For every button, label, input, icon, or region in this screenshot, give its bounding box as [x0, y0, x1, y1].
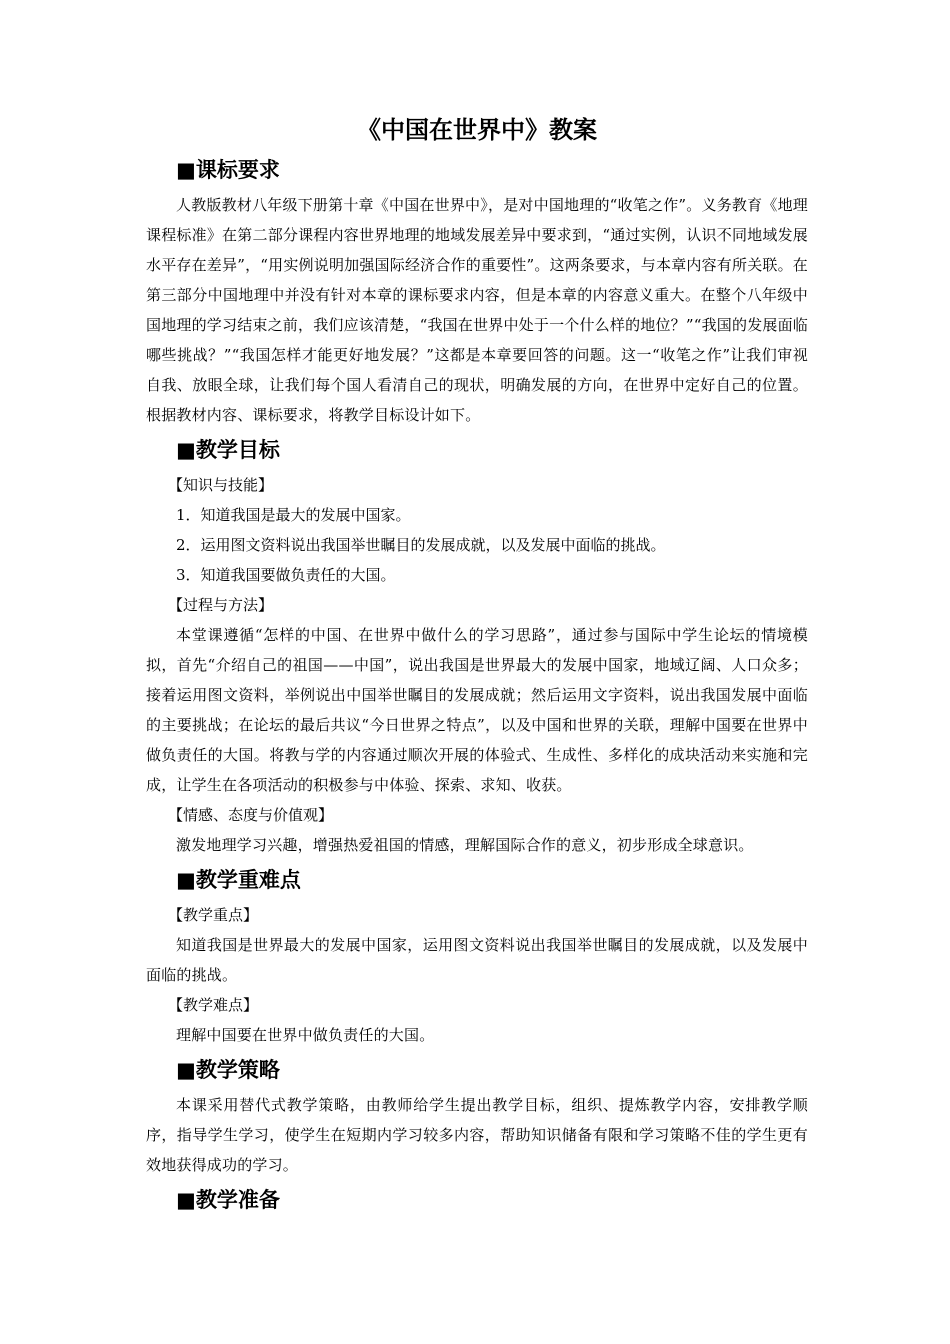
document-page: [146, 112, 808, 1220]
section-heading-curriculum: ■课标要求: [176, 158, 280, 182]
document-title: 《中国在世界中》教案: [357, 115, 597, 144]
teaching-difficulty-paragraph: 理解中国要在世界中做负责任的大国。: [176, 1026, 435, 1044]
knowledge-item-1: 1．知道我国是最大的发展中国家。: [176, 506, 411, 524]
teaching-focus-paragraph: 知道我国是世界最大的发展中国家，运用图文资料说出我国举世瞩目的发展成就，以及发展中面临的挑战。: [146, 936, 808, 984]
knowledge-skills-label: 【知识与技能】: [168, 476, 274, 494]
curriculum-paragraph: 人教版教材八年级下册第十章《中国在世界中》，是对中国地理的“收笔之作”。义务教育《地理课程标准》在第二部分课程内容世界地理的地域发展差异中要求到，“通过实例，认识不同地域发展水平存在差异”，“用实例说明加强国际经济合作的重要性”。这两条要求，与本章内容有所关联。在第三部分中国地理中并没有针对本章的课标要求内容，但是本章的内容意义重大。在整个八年级中国地理的学习结束之前，我们应该清楚，“我国在世界中处于一个什么样的地位？”“我国的发展面临哪些挑战？”“我国怎样才能更好地发展？”这都是本章要回答的问题。这一“收笔之作”让我们审视自我、放眼全球，让我们每个国人看清自己的现状，明确发展的方向，在世界中定好自己的位置。根据教材内容、课标要求，将教学目标设计如下。: [146, 196, 809, 424]
knowledge-item-3: 3．知道我国要做负责任的大国。: [176, 566, 396, 584]
section-heading-key-points: ■教学重难点: [176, 868, 301, 892]
teaching-difficulty-label: 【教学难点】: [168, 996, 259, 1014]
emotion-values-label: 【情感、态度与价值观】: [168, 806, 334, 824]
emotion-values-paragraph: 激发地理学习兴趣，增强热爱祖国的情感，理解国际合作的意义，初步形成全球意识。: [176, 836, 754, 854]
process-method-label: 【过程与方法】: [168, 596, 274, 614]
section-heading-objectives: ■教学目标: [176, 438, 280, 462]
section-heading-preparation: ■教学准备: [176, 1188, 280, 1212]
section-heading-strategy: ■教学策略: [176, 1058, 280, 1082]
strategy-paragraph: 本课采用替代式教学策略，由教师给学生提出教学目标，组织、提炼教学内容，安排教学顺序，指导学生学习，使学生在短期内学习较多内容，帮助知识储备有限和学习策略不佳的学生更有效地获得成功的学习。: [146, 1096, 808, 1174]
knowledge-item-2: 2．运用图文资料说出我国举世瞩目的发展成就，以及发展中面临的挑战。: [176, 536, 666, 554]
teaching-focus-label: 【教学重点】: [168, 906, 259, 924]
process-method-paragraph: 本堂课遵循“怎样的中国、在世界中做什么的学习思路”，通过参与国际中学生论坛的情境模拟，首先“介绍自己的祖国——中国”，说出我国是世界最大的发展中国家，地域辽阔、人口众多；接着运用图文资料，举例说出中国举世瞩目的发展成就；然后运用文字资料，说出我国发展中面临的主要挑战；在论坛的最后共议“今日世界之特点”，以及中国和世界的关联，理解中国要在世界中做负责任的大国。将教与学的内容通过顺次开展的体验式、生成性、多样化的成块活动来实施和完成，让学生在各项活动的积极参与中体验、探索、求知、收获。: [146, 626, 808, 794]
